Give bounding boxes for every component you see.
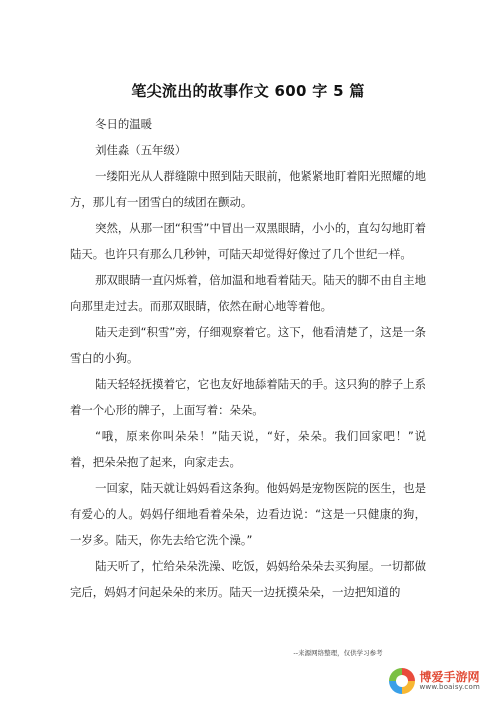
- watermark-site-url: www.boaisy.com: [419, 682, 480, 691]
- paragraph: “哦，原来你叫朵朵！”陆天说，“好，朵朵。我们回家吧！”说着，把朵朵抱了起来，向家走去。: [70, 429, 426, 469]
- author-line: 刘佳淼（五年级）: [95, 143, 187, 157]
- paragraph: 陆天听了，忙给朵朵洗澡、吃饭，妈妈给朵朵去买狗屋。一切都做完后，妈妈才问起朵朵的来历。陆天一边抚摸朵朵，一边把知道的: [70, 559, 426, 599]
- colorful-circle-logo-icon: [389, 668, 415, 694]
- source-note: --来源网络整理，仅供学习参考: [293, 649, 383, 657]
- paragraph: 突然，从那一团“积雪”中冒出一双黑眼睛，小小的，直勾勾地盯着陆天。也许只有那么几秒钟，可陆天却觉得好像过了几个世纪一样。: [70, 221, 426, 261]
- watermark-text: [420, 671, 481, 692]
- paragraph: 一回家，陆天就让妈妈看这条狗。他妈妈是宠物医院的医生，也是有爱心的人。妈妈仔细地看着朵朵，边看边说：“这是一只健康的狗，一岁多。陆天，你先去给它洗个澡。”: [70, 481, 426, 547]
- document-body: [70, 111, 426, 605]
- paragraph: 陆天走到“积雪”旁，仔细观察着它。这下，他看清楚了，这是一条雪白的小狗。: [70, 325, 426, 365]
- watermark-site-name: 博爱手游网: [419, 669, 480, 684]
- section-subtitle: 冬日的温暖: [95, 117, 153, 131]
- document-title: 笔尖流出的故事作文 600 字 5 篇: [131, 82, 365, 100]
- site-watermark: [389, 668, 481, 694]
- paragraph: 那双眼睛一直闪烁着，倍加温和地看着陆天。陆天的脚不由自主地向那里走过去。而那双眼睛，依然在耐心地等着他。: [70, 273, 426, 313]
- paragraph: 陆天轻轻抚摸着它，它也友好地舔着陆天的手。这只狗的脖子上系着一个心形的牌子，上面写着：朵朵。: [70, 377, 426, 417]
- paragraph: 一缕阳光从人群缝隙中照到陆天眼前，他紧紧地盯着阳光照耀的地方，那儿有一团雪白的绒团在颤动。: [70, 169, 426, 209]
